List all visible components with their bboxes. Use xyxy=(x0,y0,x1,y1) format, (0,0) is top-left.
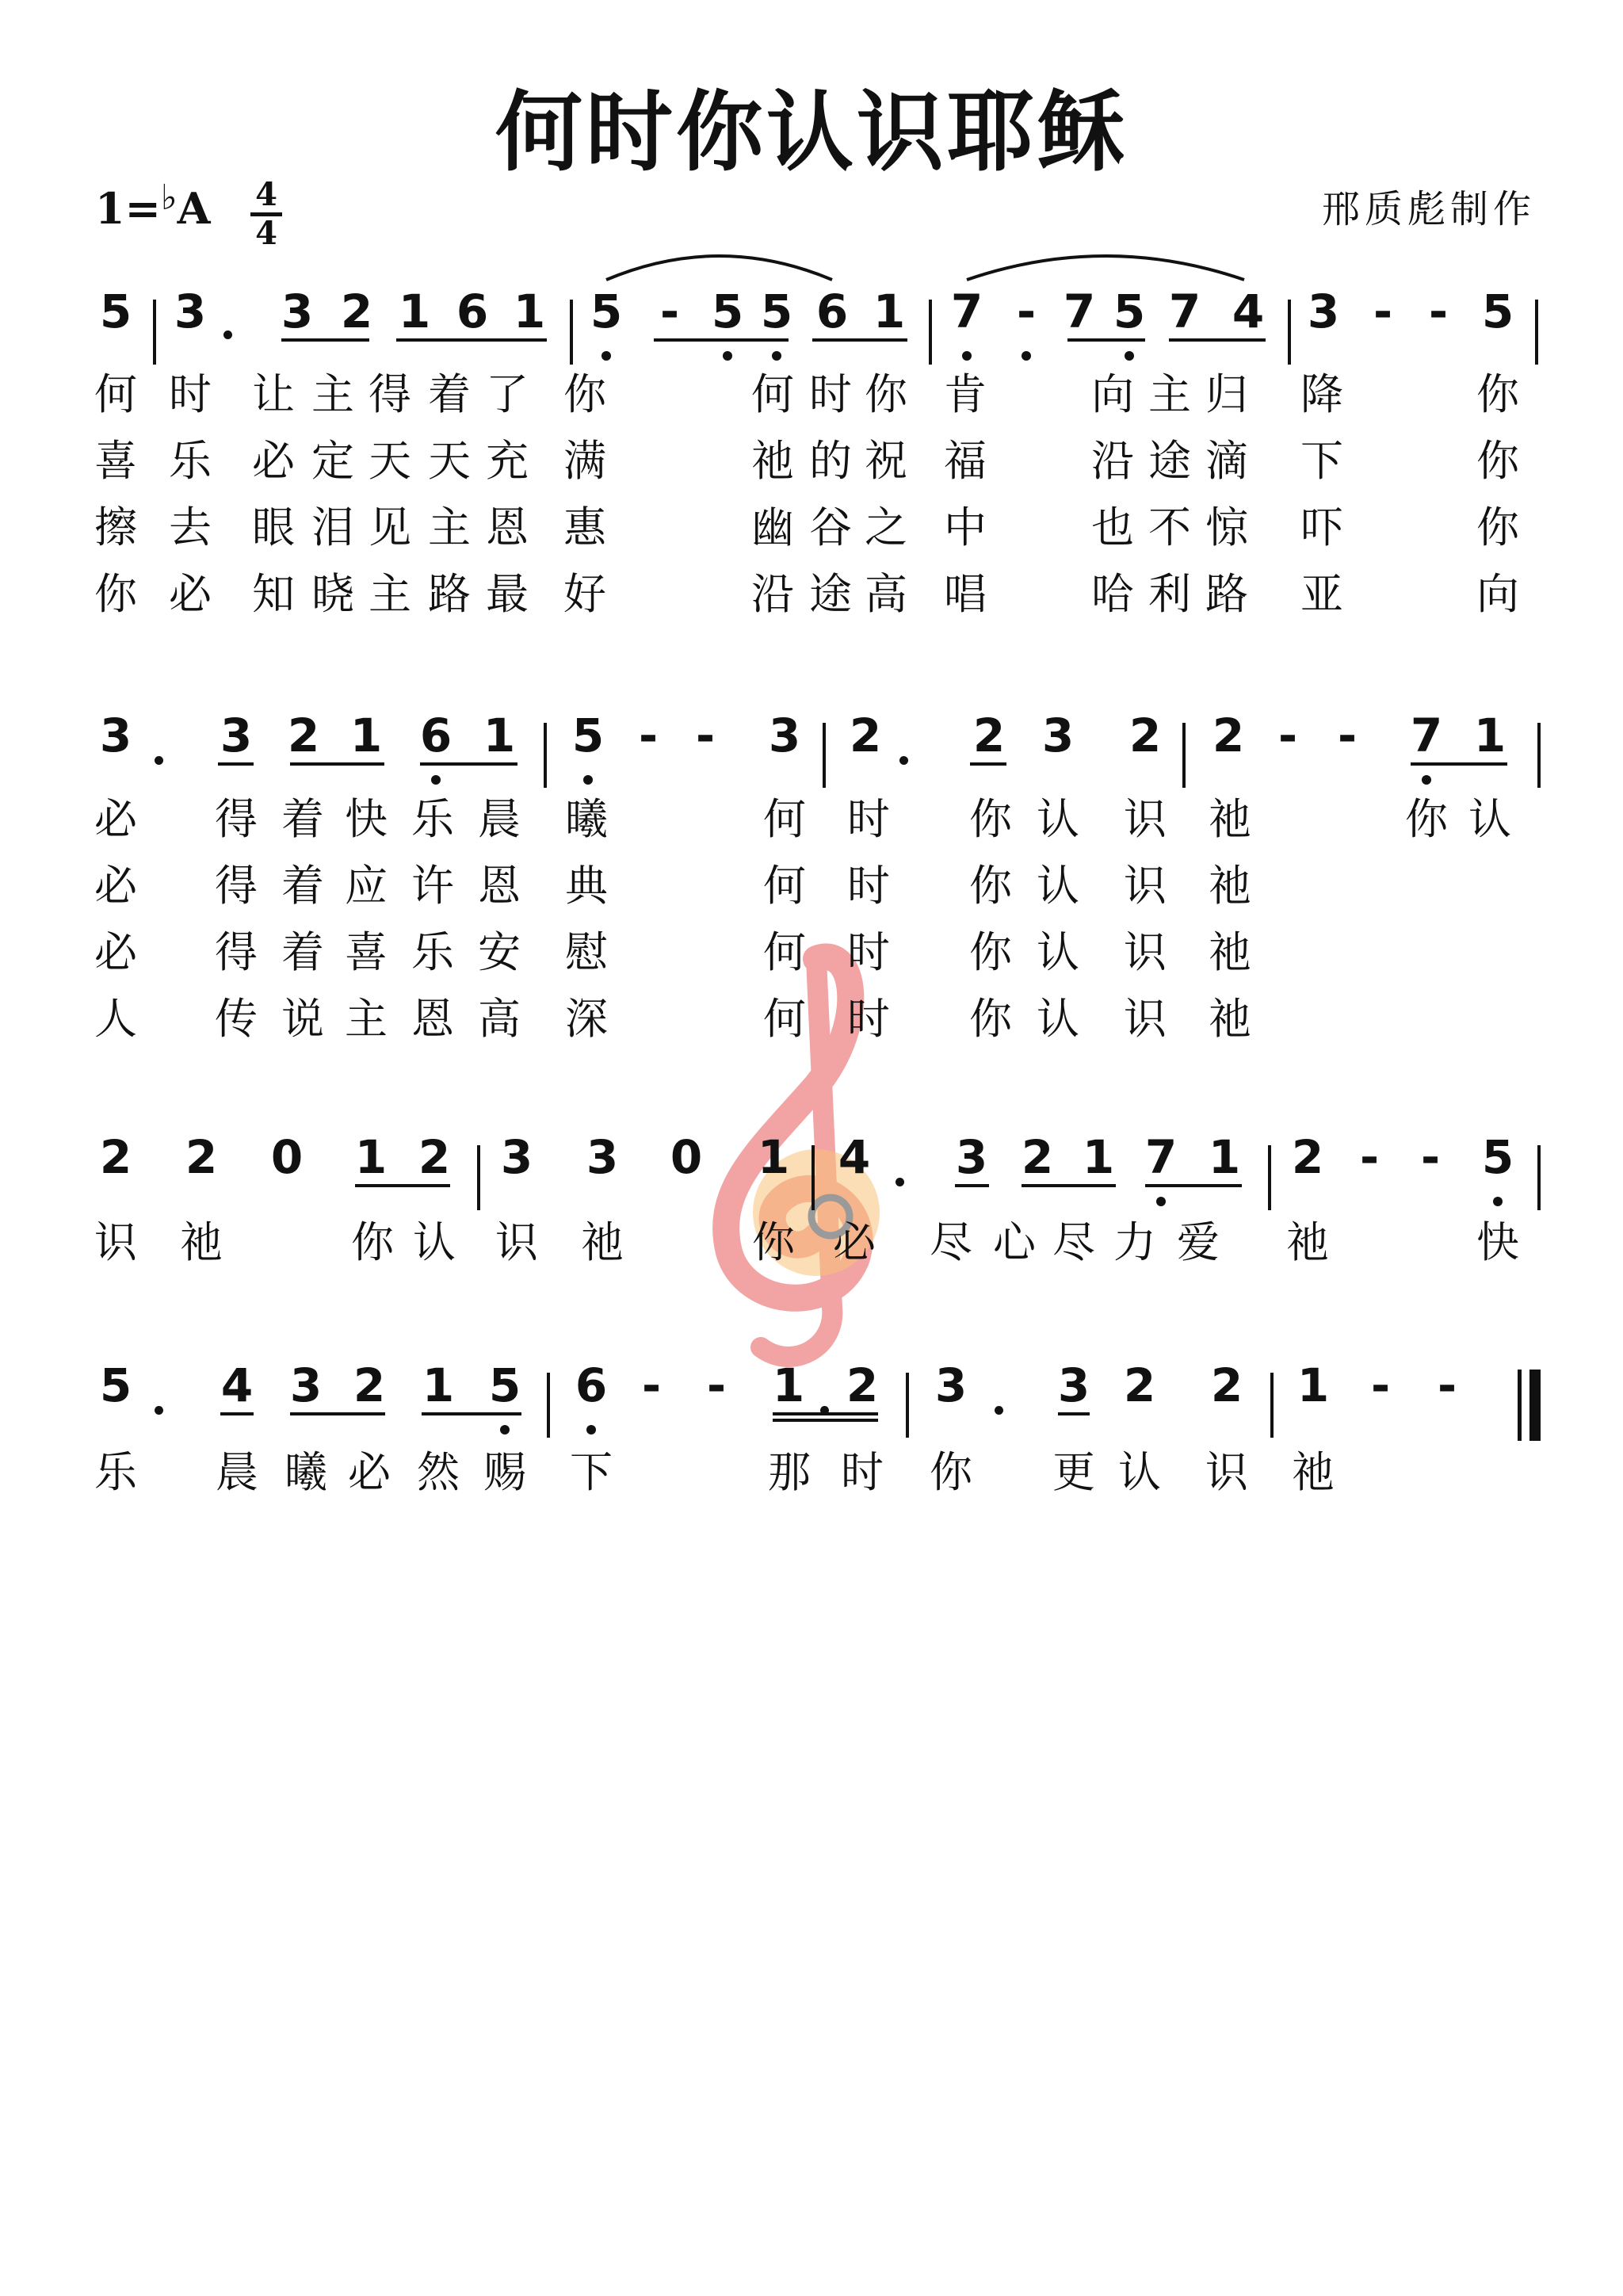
lyric-char: 尽 xyxy=(1052,1217,1095,1267)
lyric-char: 的 xyxy=(809,436,852,486)
lyric-char: 识 xyxy=(1124,794,1167,844)
lyric-char: 识 xyxy=(1124,994,1167,1044)
lyric-char: 着 xyxy=(428,369,471,419)
lyric-char: 路 xyxy=(1205,569,1248,619)
time-signature-beats: 4 xyxy=(250,179,282,216)
lyric-char: 必 xyxy=(833,1217,876,1267)
lyric-char: 何 xyxy=(763,994,806,1044)
note: 5 xyxy=(711,285,744,338)
time-signature-unit: 4 xyxy=(255,215,277,252)
lyric-char: 祂 xyxy=(1209,927,1251,977)
note: 2 xyxy=(418,1130,451,1184)
note: 2 xyxy=(849,709,882,762)
lyric-char: 时 xyxy=(847,861,890,911)
lyric-char: 何 xyxy=(751,369,794,419)
note: 3 xyxy=(934,1358,968,1412)
lyric-char: 天 xyxy=(369,436,411,486)
note: 3 xyxy=(768,709,801,762)
lyric-char: 晨 xyxy=(478,794,521,844)
lyric-char: 祝 xyxy=(865,436,907,486)
lyric-char: 必 xyxy=(94,794,137,844)
lyric-char: 何 xyxy=(94,369,137,419)
lyric-char: 见 xyxy=(369,502,411,552)
lyric-char: 最 xyxy=(486,569,529,619)
note: 1 xyxy=(1208,1130,1241,1184)
lyric-char: 滴 xyxy=(1205,436,1248,486)
lyric-char: 肯 xyxy=(944,369,987,419)
note: 6 xyxy=(419,709,453,762)
lyric-char: 幽 xyxy=(751,502,794,552)
lyric-char: 时 xyxy=(841,1447,884,1497)
lyric-char: 下 xyxy=(570,1447,613,1497)
note: 3 xyxy=(281,285,314,338)
lyric-char: 乐 xyxy=(411,794,454,844)
lyric-char: 认 xyxy=(1037,794,1079,844)
note: 2 xyxy=(185,1130,218,1184)
note: 1 xyxy=(513,285,546,338)
lyric-char: 主 xyxy=(369,569,411,619)
lyric-char: 认 xyxy=(1037,994,1079,1044)
lyric-char: 那 xyxy=(768,1447,811,1497)
note: 3 xyxy=(174,285,207,338)
note: 7 xyxy=(1168,285,1201,338)
lyric-char: 你 xyxy=(1405,794,1448,844)
lyric-char: 祂 xyxy=(581,1217,624,1267)
lyric-char: 主 xyxy=(1148,369,1191,419)
lyric-char: 不 xyxy=(1148,502,1191,552)
note: 7 xyxy=(1410,709,1443,762)
lyric-char: 着 xyxy=(281,927,324,977)
lyric-char: 力 xyxy=(1113,1217,1156,1267)
lyric-char: 必 xyxy=(252,436,295,486)
lyric-char: 晓 xyxy=(311,569,354,619)
lyric-char: 泪 xyxy=(311,502,354,552)
lyric-char: 让 xyxy=(252,369,295,419)
lyric-char: 祂 xyxy=(751,436,794,486)
lyric-char: 你 xyxy=(865,369,907,419)
note: - xyxy=(1370,1358,1391,1412)
lyric-char: 得 xyxy=(215,927,258,977)
lyric-char: 得 xyxy=(215,794,258,844)
lyric-char: 得 xyxy=(369,369,411,419)
lyric-char: 福 xyxy=(944,436,987,486)
note: - xyxy=(1428,285,1449,338)
lyric-char: 喜 xyxy=(345,927,388,977)
lyric-char: 深 xyxy=(565,994,608,1044)
lyric-char: 快 xyxy=(1476,1217,1519,1267)
lyric-char: 认 xyxy=(1468,794,1511,844)
lyric-char: 乐 xyxy=(411,927,454,977)
lyric-char: 时 xyxy=(169,369,212,419)
note: 3 xyxy=(1041,709,1075,762)
note: 5 xyxy=(99,1358,132,1412)
note: 1 xyxy=(354,1130,388,1184)
lyric-char: 之 xyxy=(865,502,907,552)
lyric-char: 沿 xyxy=(751,569,794,619)
lyric-char: 何 xyxy=(763,794,806,844)
lyric-char: 祂 xyxy=(1209,994,1251,1044)
note: - xyxy=(1373,285,1393,338)
lyric-char: 你 xyxy=(930,1447,972,1497)
note: 2 xyxy=(1210,1358,1243,1412)
lyric-char: 恩 xyxy=(478,861,521,911)
note: 1 xyxy=(1473,709,1507,762)
lyric-char: 得 xyxy=(215,861,258,911)
note: - xyxy=(1359,1130,1380,1184)
lyric-char: 应 xyxy=(345,861,388,911)
note: 1 xyxy=(398,285,431,338)
key-prefix: 1= xyxy=(95,183,161,234)
note: 6 xyxy=(575,1358,608,1412)
note: 5 xyxy=(571,709,605,762)
note: 5 xyxy=(488,1358,521,1412)
note: - xyxy=(1437,1358,1457,1412)
note: - xyxy=(1420,1130,1441,1184)
lyric-char: 恩 xyxy=(486,502,529,552)
lyric-char: 降 xyxy=(1300,369,1343,419)
lyric-char: 祂 xyxy=(1209,794,1251,844)
tie-slur xyxy=(606,256,832,280)
lyric-char: 归 xyxy=(1205,369,1248,419)
lyric-char: 高 xyxy=(865,569,907,619)
note: 0 xyxy=(270,1130,304,1184)
note: 2 xyxy=(1212,709,1245,762)
lyric-char: 主 xyxy=(345,994,388,1044)
lyric-char: 向 xyxy=(1476,569,1519,619)
lyric-char: 了 xyxy=(486,369,529,419)
note: 2 xyxy=(353,1358,386,1412)
lyric-char: 必 xyxy=(94,861,137,911)
note: 5 xyxy=(590,285,623,338)
note: 1 xyxy=(757,1130,790,1184)
note: 2 xyxy=(1291,1130,1324,1184)
lyric-char: 何 xyxy=(763,927,806,977)
note: 3 xyxy=(289,1358,323,1412)
lyric-char: 晨 xyxy=(216,1447,258,1497)
lyric-char: 途 xyxy=(809,569,852,619)
note: 2 xyxy=(1021,1130,1054,1184)
lyric-char: 祂 xyxy=(1286,1217,1329,1267)
lyric-char: 认 xyxy=(1118,1447,1161,1497)
lyric-char: 你 xyxy=(94,569,137,619)
note: 5 xyxy=(1481,1130,1514,1184)
note: - xyxy=(706,1358,727,1412)
lyric-char: 说 xyxy=(281,994,324,1044)
lyric-char: 赐 xyxy=(483,1447,526,1497)
note: 7 xyxy=(1144,1130,1178,1184)
note: 2 xyxy=(1128,709,1162,762)
lyric-char: 主 xyxy=(311,369,354,419)
lyric-char: 你 xyxy=(969,794,1012,844)
note: 3 xyxy=(1057,1358,1090,1412)
lyric-char: 何 xyxy=(763,861,806,911)
lyric-char: 然 xyxy=(417,1447,460,1497)
lyric-char: 认 xyxy=(1037,927,1079,977)
lyric-char: 你 xyxy=(1476,369,1519,419)
note: 3 xyxy=(955,1130,988,1184)
note: 3 xyxy=(99,709,132,762)
lyric-char: 祂 xyxy=(180,1217,223,1267)
lyric-char: 喜 xyxy=(94,436,137,486)
note: 3 xyxy=(586,1130,619,1184)
lyric-char: 知 xyxy=(252,569,295,619)
lyric-char: 亚 xyxy=(1300,569,1343,619)
lyric-char: 惊 xyxy=(1205,502,1248,552)
lyric-char: 擦 xyxy=(94,502,137,552)
note: 3 xyxy=(1307,285,1340,338)
note: 4 xyxy=(1232,285,1265,338)
lyric-char: 慰 xyxy=(565,927,608,977)
lyric-char: 更 xyxy=(1052,1447,1095,1497)
lyric-char: 你 xyxy=(969,861,1012,911)
lyric-char: 曦 xyxy=(565,794,608,844)
lyric-char: 充 xyxy=(486,436,529,486)
note: 1 xyxy=(422,1358,455,1412)
lyric-char: 天 xyxy=(428,436,471,486)
lyric-char: 传 xyxy=(215,994,258,1044)
lyric-char: 着 xyxy=(281,861,324,911)
note: 7 xyxy=(950,285,983,338)
lyric-char: 识 xyxy=(1124,861,1167,911)
lyric-char: 你 xyxy=(752,1217,795,1267)
lyric-char: 必 xyxy=(169,569,212,619)
note: 5 xyxy=(760,285,793,338)
note: 1 xyxy=(1296,1358,1330,1412)
lyric-char: 吓 xyxy=(1300,502,1343,552)
note: - xyxy=(638,709,659,762)
note: - xyxy=(1277,709,1298,762)
lyric-char: 利 xyxy=(1148,569,1191,619)
lyric-char: 曦 xyxy=(285,1447,327,1497)
lyric-char: 谷 xyxy=(809,502,852,552)
lyric-char: 中 xyxy=(944,502,987,552)
note: 1 xyxy=(772,1358,805,1412)
lyric-char: 去 xyxy=(169,502,212,552)
note: - xyxy=(695,709,716,762)
lyric-char: 你 xyxy=(969,927,1012,977)
lyric-char: 识 xyxy=(495,1217,538,1267)
note: 7 xyxy=(1063,285,1096,338)
lyric-char: 路 xyxy=(428,569,471,619)
note: 4 xyxy=(220,1358,254,1412)
note: - xyxy=(641,1358,662,1412)
note: 6 xyxy=(456,285,489,338)
author-credit: 邢质彪制作 xyxy=(1321,187,1536,231)
lyric-char: 你 xyxy=(563,369,606,419)
note: 1 xyxy=(483,709,516,762)
lyric-char: 哈 xyxy=(1091,569,1134,619)
lyric-char: 恩 xyxy=(411,994,454,1044)
lyric-char: 爱 xyxy=(1177,1217,1220,1267)
lyric-char: 定 xyxy=(311,436,354,486)
note: 3 xyxy=(220,709,253,762)
note: 2 xyxy=(1123,1358,1156,1412)
lyric-char: 必 xyxy=(348,1447,391,1497)
key-note: A xyxy=(177,183,211,234)
lyric-char: 必 xyxy=(94,927,137,977)
lyric-char: 满 xyxy=(563,436,606,486)
note: - xyxy=(659,285,680,338)
lyric-char: 向 xyxy=(1091,369,1134,419)
lyric-char: 你 xyxy=(1476,436,1519,486)
lyric-char: 时 xyxy=(809,369,852,419)
lyric-char: 乐 xyxy=(94,1447,137,1497)
lyric-char: 尽 xyxy=(930,1217,972,1267)
lyric-char: 你 xyxy=(969,994,1012,1044)
lyric-char: 眼 xyxy=(252,502,295,552)
lyric-char: 好 xyxy=(563,569,606,619)
lyric-char: 时 xyxy=(847,927,890,977)
lyric-char: 认 xyxy=(413,1217,456,1267)
page-title: 何时你认识耶稣 xyxy=(495,81,1128,183)
lyric-char: 识 xyxy=(1124,927,1167,977)
lyric-char: 祂 xyxy=(1209,861,1251,911)
note: 1 xyxy=(1082,1130,1115,1184)
tie-slur xyxy=(967,256,1244,280)
note: 2 xyxy=(846,1358,879,1412)
lyric-char: 心 xyxy=(993,1217,1036,1267)
lyric-char: 也 xyxy=(1091,502,1134,552)
note: - xyxy=(1016,285,1037,338)
lyric-char: 识 xyxy=(1205,1447,1248,1497)
lyric-char: 着 xyxy=(281,794,324,844)
lyric-char: 人 xyxy=(94,994,137,1044)
note: 5 xyxy=(99,285,132,338)
note: 5 xyxy=(1113,285,1146,338)
lyric-char: 时 xyxy=(847,794,890,844)
lyric-char: 典 xyxy=(565,861,608,911)
note: 2 xyxy=(99,1130,132,1184)
lyric-char: 沿 xyxy=(1091,436,1134,486)
lyric-char: 惠 xyxy=(563,502,606,552)
lyric-char: 下 xyxy=(1300,436,1343,486)
note: 1 xyxy=(349,709,383,762)
lyric-char: 时 xyxy=(847,994,890,1044)
lyric-char: 高 xyxy=(478,994,521,1044)
note: 3 xyxy=(500,1130,533,1184)
lyric-char: 唱 xyxy=(944,569,987,619)
lyric-char: 认 xyxy=(1037,861,1079,911)
note: 1 xyxy=(873,285,906,338)
note: 2 xyxy=(340,285,373,338)
note: - xyxy=(1337,709,1358,762)
lyric-char: 你 xyxy=(1476,502,1519,552)
lyric-char: 乐 xyxy=(169,436,212,486)
note: 0 xyxy=(670,1130,703,1184)
lyric-char: 主 xyxy=(428,502,471,552)
flat-symbol: ♭ xyxy=(160,178,178,218)
lyric-char: 许 xyxy=(411,861,454,911)
lyric-char: 快 xyxy=(345,794,388,844)
lyric-char: 识 xyxy=(94,1217,137,1267)
lyric-char: 你 xyxy=(351,1217,394,1267)
note: 2 xyxy=(972,709,1006,762)
note: 5 xyxy=(1481,285,1514,338)
note: 2 xyxy=(287,709,320,762)
note: 4 xyxy=(838,1130,871,1184)
lyric-char: 途 xyxy=(1148,436,1191,486)
note: 6 xyxy=(815,285,849,338)
lyric-char: 祂 xyxy=(1292,1447,1335,1497)
lyric-char: 安 xyxy=(478,927,521,977)
